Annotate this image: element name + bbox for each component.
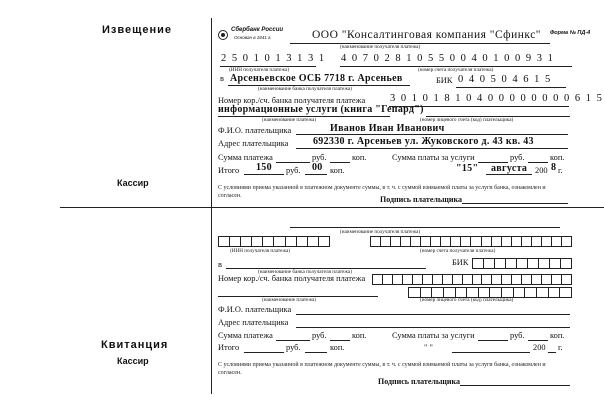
entry-cell [522,275,532,284]
entry-cell [286,237,297,246]
fio-label: Ф.И.О. плательщика [218,126,292,135]
entry-cell [525,288,537,297]
purpose-caption: (наименование платежа) [262,117,317,123]
payee-name: ООО "Консалтинговая компания "Сфинкс" [312,29,542,41]
date-month: августа [491,163,528,174]
entry-cell [274,237,285,246]
entry-cell [549,288,561,297]
address-label: Адрес плательщика [218,139,289,148]
entry-cell [413,275,423,284]
corr-label: Номер кор./сч. банка получателя платежа [218,96,366,105]
entry-cell [252,237,263,246]
purpose-value: информационные услуги (книга "Гепард") [218,104,424,115]
total-kop: 00 [312,162,323,173]
fio-value: Иванов Иван Иванович [330,123,445,134]
entry-cell [461,237,471,246]
entry-cell [403,275,413,284]
payee-inn: 2 5 0 1 0 1 3 1 3 1 [221,53,326,64]
total-label: Итого [218,166,240,175]
bank-name-value: Арсеньевское ОСБ 7718 г. Арсеньев [230,73,403,84]
entry-cell [444,288,456,297]
bik-boxes [472,258,572,269]
entry-cell [393,275,403,284]
bank-caption: (наименование банка получателя платежа) [258,86,352,92]
year-suffix: 8 [551,162,557,173]
entry-cell [308,237,319,246]
bik-label: БИК [436,76,453,85]
entry-cell [431,237,441,246]
notice-label: Извещение [102,24,173,36]
entry-cell [502,288,514,297]
entry-cell [443,275,453,284]
form-number: Форма № ПД-4 [550,30,591,36]
entry-cell [471,237,481,246]
entry-cell [502,237,512,246]
payer-signature-label: Подпись плательщика [380,195,462,204]
sum-label: Сумма платежа [218,153,273,162]
entry-cell [409,288,421,297]
inn-caption: (ИНН получателя платежа) [229,67,290,73]
vertical-divider [211,18,212,394]
address-value: 692330 г. Арсеньев ул. Жуковского д. 43 кв. 43 [313,136,534,147]
entry-cell [433,275,443,284]
entry-cell [542,237,552,246]
entry-cell [482,275,492,284]
entry-cell [532,275,542,284]
cashier-bottom-label: Кассир [117,356,149,366]
entry-cell [492,237,502,246]
payee-caption: (наименование получателя платежа) [340,44,421,50]
date-day: "15" [456,163,479,174]
account-caption: (номер счета получателя платежа) [418,67,494,73]
entry-cell [562,237,571,246]
cashier-top-label: Кассир [117,178,149,188]
entry-cell [560,288,571,297]
entry-cell [453,275,463,284]
entry-cell [482,237,492,246]
entry-cell [241,237,252,246]
corr-value: 3 0 1 0 1 8 1 0 4 0 0 0 0 0 0 0 0 6 1 5 [390,93,604,104]
service-label: Сумма платы за услуги [392,153,475,162]
entry-cell [484,259,495,268]
entry-cell [441,237,451,246]
entry-cell [562,275,571,284]
entry-cell [401,237,411,246]
account-boxes [370,236,572,247]
entry-cell [381,237,391,246]
entry-cell [383,275,393,284]
terms-text: С условиями приема указанной в платежном документе суммы, в т. ч. с суммой взимаемой платы за услуги банка, ознакомлен и согласен. [218,185,546,199]
entry-cell [391,237,401,246]
sberbank-logo-icon [218,30,228,40]
entry-cell [542,275,552,284]
entry-cell [421,288,433,297]
entry-cell [451,237,461,246]
entry-cell [506,259,517,268]
entry-cell [230,237,241,246]
inn-boxes [218,236,330,247]
total-rub: 150 [256,162,272,173]
entry-cell [517,259,528,268]
payee-account: 4 0 7 0 2 8 1 0 5 5 0 0 4 0 1 0 0 9 3 1 [341,53,555,64]
entry-cell [522,237,532,246]
entry-cell [537,288,549,297]
entry-cell [473,259,484,268]
entry-cell [550,259,561,268]
entry-cell [512,237,522,246]
entry-cell [495,259,506,268]
entry-cell [479,288,491,297]
bank-brand: Сбербанк России [231,27,284,33]
entry-cell [532,237,542,246]
entry-cell [411,237,421,246]
entry-cell [263,237,274,246]
entry-cell [219,237,230,246]
entry-cell [561,259,571,268]
entry-cell [297,237,308,246]
entry-cell [467,288,479,297]
entry-cell [319,237,329,246]
entry-cell [423,275,433,284]
horizontal-divider [60,207,604,208]
entry-cell [528,259,539,268]
entry-cell [502,275,512,284]
entry-cell [456,288,468,297]
entry-cell [463,275,473,284]
in-label: в [220,74,224,83]
entry-cell [371,237,381,246]
entry-cell [421,237,431,246]
entry-cell [552,237,562,246]
bik-value: 0 4 0 5 0 4 6 1 5 [458,74,552,85]
entry-cell [512,275,522,284]
entry-cell [514,288,526,297]
entry-cell [552,275,562,284]
corr-boxes [372,274,572,285]
entry-cell [539,259,550,268]
receipt-label: Квитанция [101,339,169,351]
entry-cell [373,275,383,284]
bank-founded: Основан в 1841 г. [234,35,272,40]
entry-cell [492,275,502,284]
entry-cell [473,275,483,284]
personal-caption: (номер лицевого счета (код) плательщика) [420,117,514,123]
entry-cell [432,288,444,297]
entry-cell [490,288,502,297]
